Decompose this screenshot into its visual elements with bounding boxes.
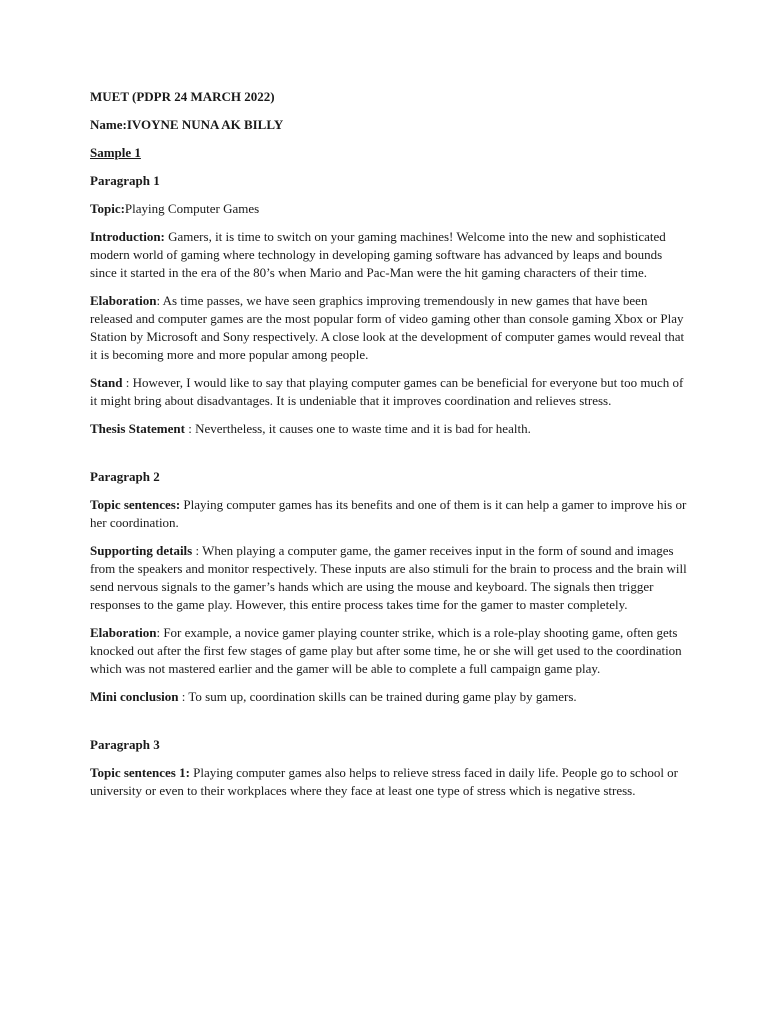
p2-mini-conclusion [90, 688, 690, 706]
paragraph-3-heading: Paragraph 3 [90, 737, 160, 752]
p2-supporting-text: : When playing a computer game, the gamer receives input in the form of sound and images from the speakers and monitor respectively. These inputs are also stimuli for the brain to process and the brain will send nervous signals to the gamer’s hands which are using the mouse and keyboard. The signals then trigger responses to the game play. However, this entire process takes time for the gamer to master completely. [90, 543, 687, 612]
p2-elaboration [90, 624, 690, 678]
p1-introduction-text: Gamers, it is time to switch on your gaming machines! Welcome into the new and sophisticated modern world of gaming where technology in developing gaming software has advanced by leaps and bounds since it started in the era of the 80’s when Mario and Pac-Man were the hit gaming characters of their time. [90, 229, 666, 280]
p3-topic [90, 764, 690, 800]
student-name [90, 116, 690, 134]
p2-topic-text: Playing computer games has its benefits and one of them is it can help a gamer to improve his or her coordination. [90, 497, 687, 530]
p1-introduction [90, 228, 690, 282]
paragraph-1-heading: Paragraph 1 [90, 173, 160, 188]
p2-supporting-label: Supporting details [90, 543, 193, 558]
p1-introduction-label: Introduction: [90, 229, 165, 244]
p1-topic-value: Playing Computer Games [124, 201, 260, 216]
p2-topic [90, 496, 690, 532]
p1-stand-label: Stand [90, 375, 123, 390]
p1-elaboration [90, 292, 690, 364]
p1-topic [90, 200, 690, 218]
p1-thesis [90, 420, 690, 438]
p1-thesis-label: Thesis Statement [90, 421, 185, 436]
paragraph-2-heading: Paragraph 2 [90, 469, 160, 484]
document-page [90, 88, 690, 810]
p1-elaboration-label: Elaboration [90, 293, 157, 308]
p1-topic-label: Topic: [90, 201, 125, 216]
exam-title: MUET (PDPR 24 MARCH 2022) [90, 89, 275, 104]
p1-stand-text: : However, I would like to say that playing computer games can be beneficial for everyone but too much of it might bring about disadvantages. It is undeniable that it improves coordination and relieves stress. [90, 375, 684, 408]
p1-elaboration-text: : As time passes, we have seen graphics improving tremendously in new games that have been released and computer games are the most popular form of video gaming other than console gaming Xbox or Play Station by Microsoft and Sony respectively. A close look at the development of computer games would reveal that it is becoming more and more popular among people. [90, 293, 685, 362]
p1-thesis-text: : Nevertheless, it causes one to waste time and it is bad for health. [184, 421, 531, 436]
p2-mini-label: Mini conclusion [90, 689, 179, 704]
name-label: Name: [90, 117, 127, 132]
p2-elaboration-text: : For example, a novice gamer playing counter strike, which is a role-play shooting game, often gets knocked out after the first few stages of game play but after some time, he or she will get used to the coordination which was not mastered earlier and the gamer will be able to complete a full campaign game play. [90, 625, 682, 676]
p2-elaboration-label: Elaboration [90, 625, 157, 640]
p3-topic-text: Playing computer games also helps to relieve stress faced in daily life. People go to school or university or even to their workplaces where they face at least one type of stress which is negative stress. [90, 765, 679, 798]
p3-topic-label: Topic sentences 1: [90, 765, 190, 780]
name-value: IVOYNE NUNA AK BILLY [126, 117, 284, 132]
p2-topic-label: Topic sentences: [90, 497, 181, 512]
sample-heading: Sample 1 [90, 145, 141, 160]
p2-supporting [90, 542, 690, 614]
p1-stand [90, 374, 690, 410]
p2-mini-text: : To sum up, coordination skills can be trained during game play by gamers. [178, 689, 577, 704]
